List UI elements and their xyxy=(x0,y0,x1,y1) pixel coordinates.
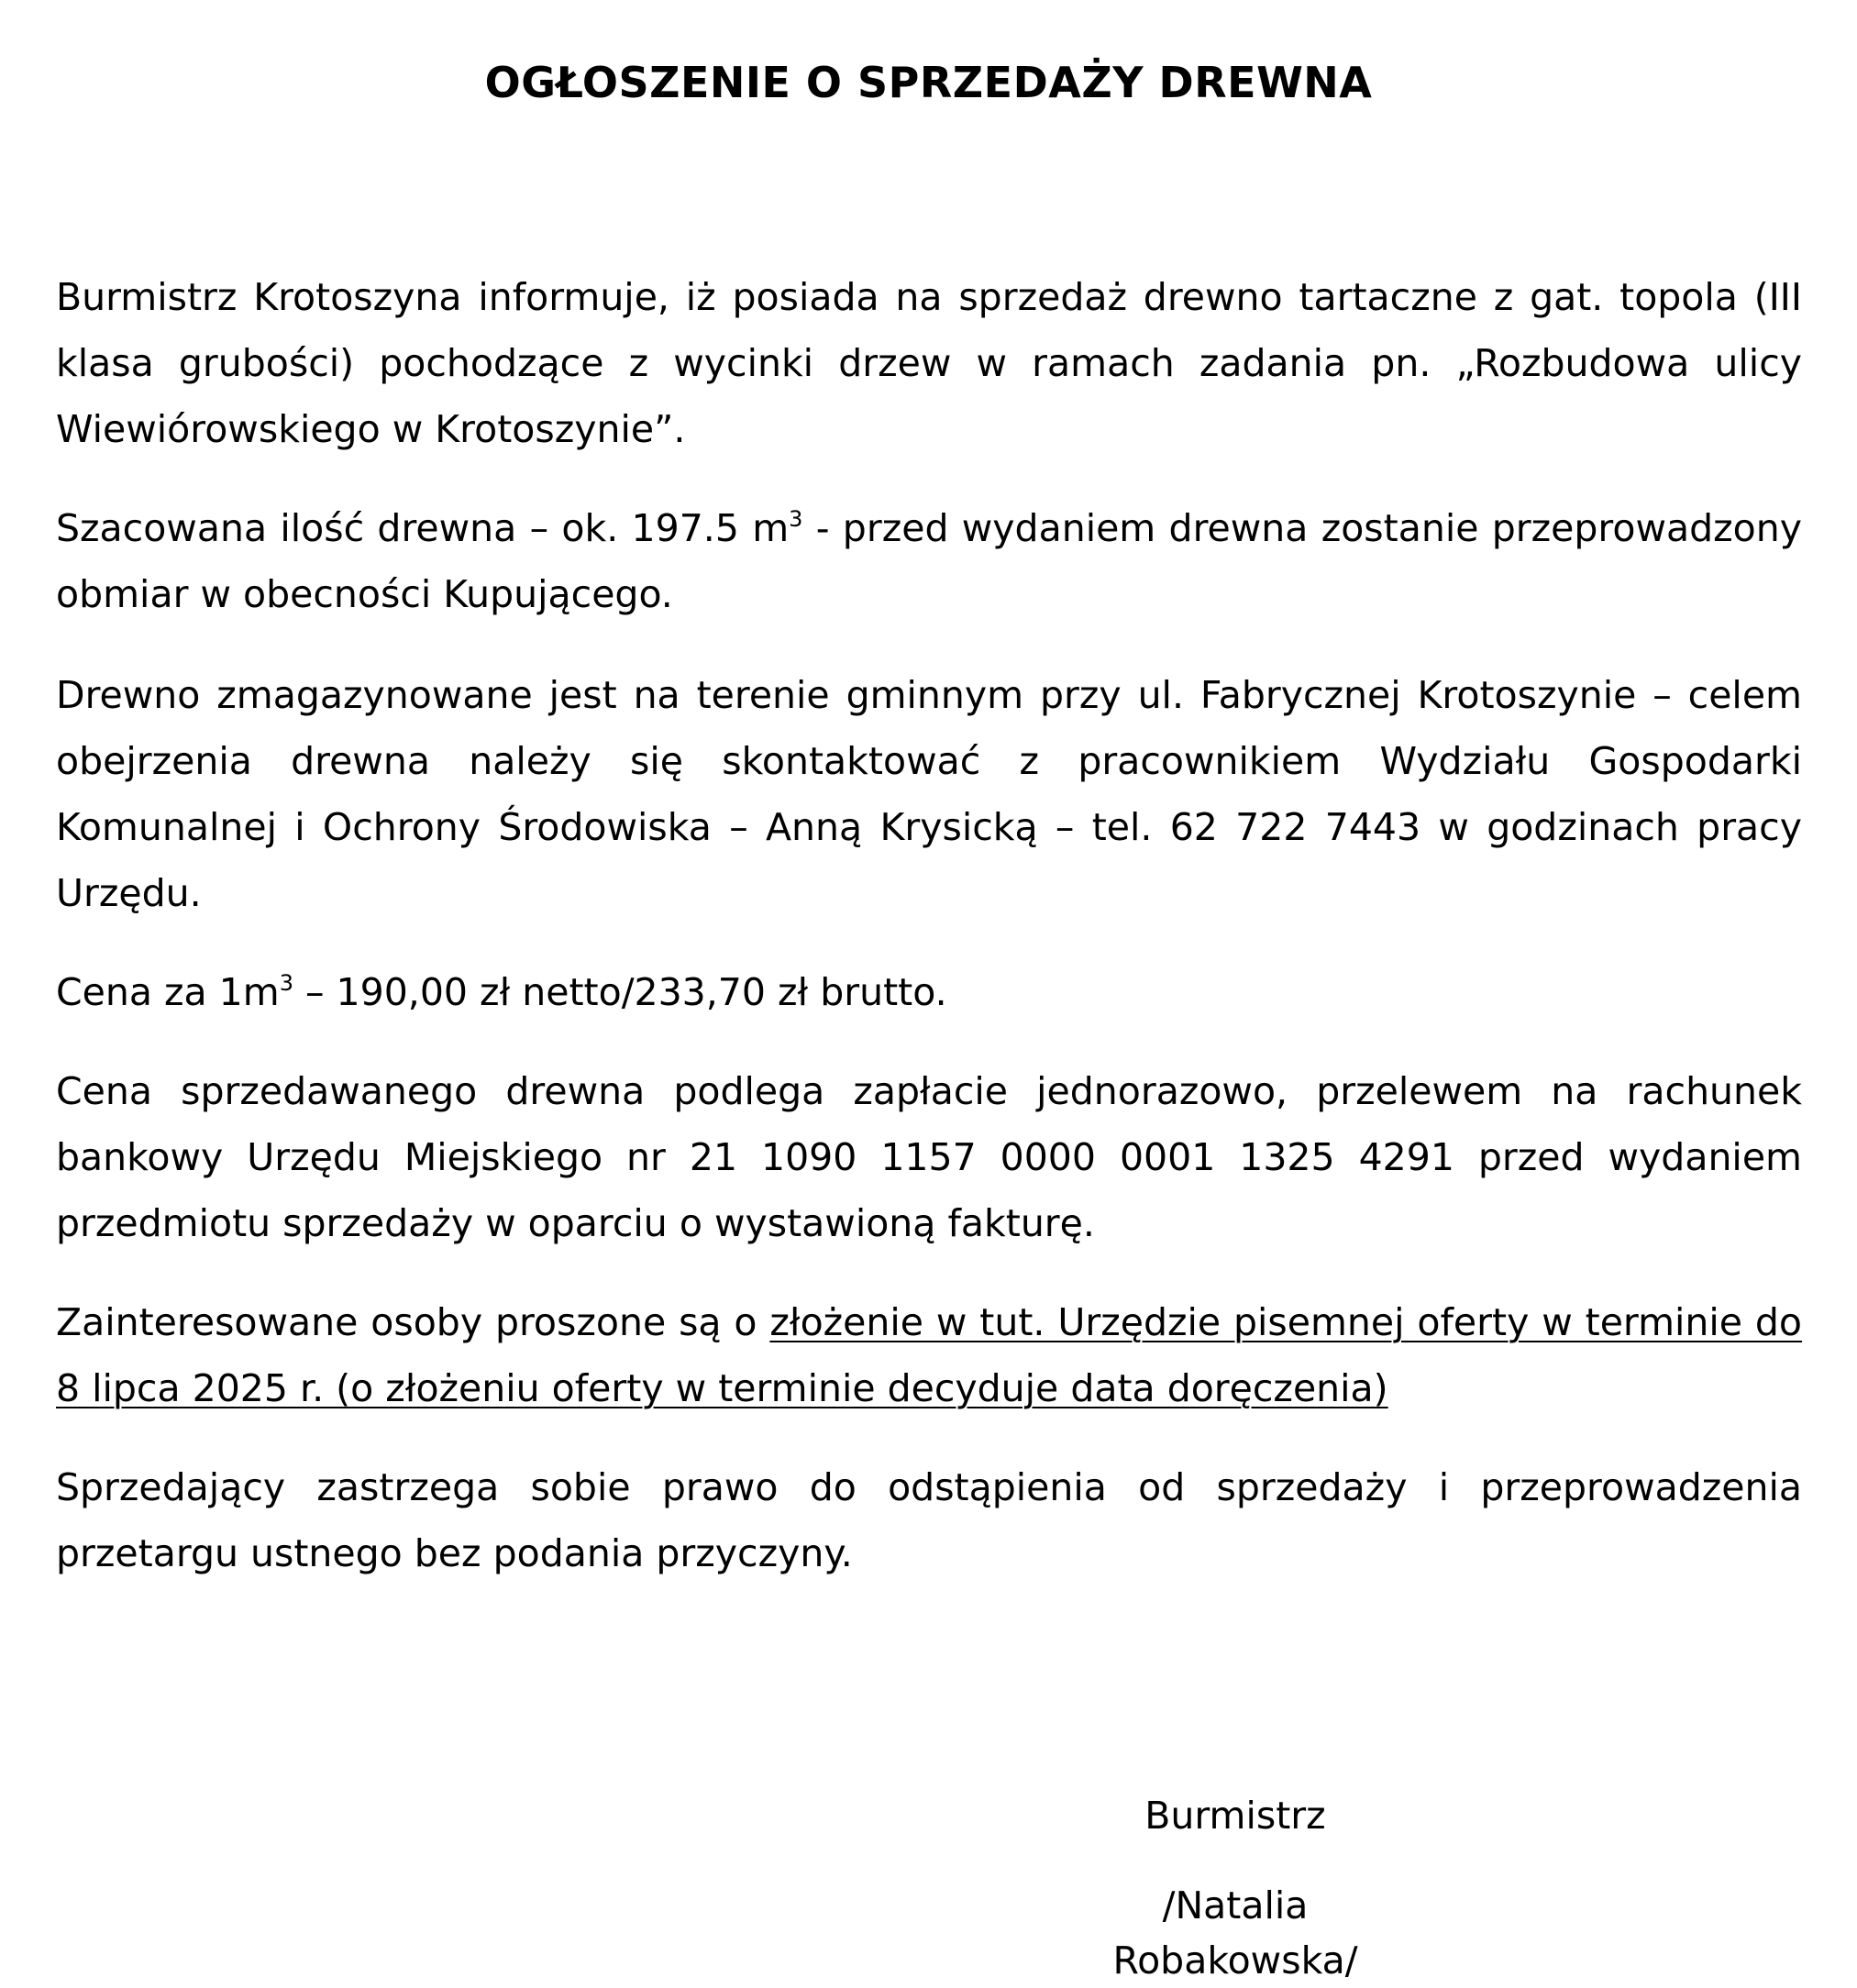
price-text-rest: – 190,00 zł netto/233,70 zł brutto. xyxy=(293,970,947,1014)
paragraph-price xyxy=(56,959,1802,1025)
signature-role: Burmistrz xyxy=(1144,1794,1326,1838)
offer-text: Zainteresowane osoby proszone są o xyxy=(56,1300,770,1344)
paragraph-payment: Cena sprzedawanego drewna podlega zapłacie jednorazowo, przelewem na rachunek bankowy Urzędu Miejskiego nr 21 1090 1157 0000 0001 1325 4291 przed wydaniem przedmiotu sprzedaży w oparciu o wystawioną fakturę. xyxy=(56,1069,1802,1245)
paragraph-reservation: Sprzedający zastrzega sobie prawo do odstąpienia od sprzedaży i przeprowadzenia przetargu ustnego bez podania przyczyny. xyxy=(56,1465,1802,1575)
signature-name: /Natalia Robakowska/ xyxy=(1112,1883,1358,1982)
document-title: OGŁOSZENIE O SPRZEDAŻY DREWNA xyxy=(484,58,1373,107)
cubic-superscript: 3 xyxy=(279,970,293,996)
paragraph-offer xyxy=(56,1289,1802,1421)
paragraph-quantity xyxy=(56,495,1802,627)
quantity-text-rest: - przed wydaniem drewna zostanie przeprowadzony obmiar w obecności Kupującego. xyxy=(56,506,1802,616)
paragraph-location: Drewno zmagazynowane jest na terenie gminnym przy ul. Fabrycznej Krotoszynie – celem obejrzenia drewna należy się skontaktować z pracownikiem Wydziału Gospodarki Komunalnej i Ochrony Środowiska – Anną Krysicką – tel. 62 722 7443 w godzinach pracy Urzędu. xyxy=(56,673,1802,915)
quantity-text: Szacowana ilość drewna – ok. 197.5 m xyxy=(56,506,790,550)
cubic-superscript: 3 xyxy=(789,506,803,532)
offer-deadline-underlined: złożenie w tut. Urzędzie pisemnej oferty w terminie do 8 lipca 2025 r. (o złożeniu oferty w terminie decyduje data doręczenia) xyxy=(56,1300,1802,1410)
paragraph-intro: Burmistrz Krotoszyna informuje, iż posiada na sprzedaż drewno tartaczne z gat. topola (III klasa grubości) pochodzące z wycinki drzew w ramach zadania pn. „Rozbudowa ulicy Wiewiórowskiego w Krotoszynie”. xyxy=(56,275,1802,451)
price-text: Cena za 1m xyxy=(56,970,280,1014)
document-body xyxy=(56,264,1802,1619)
